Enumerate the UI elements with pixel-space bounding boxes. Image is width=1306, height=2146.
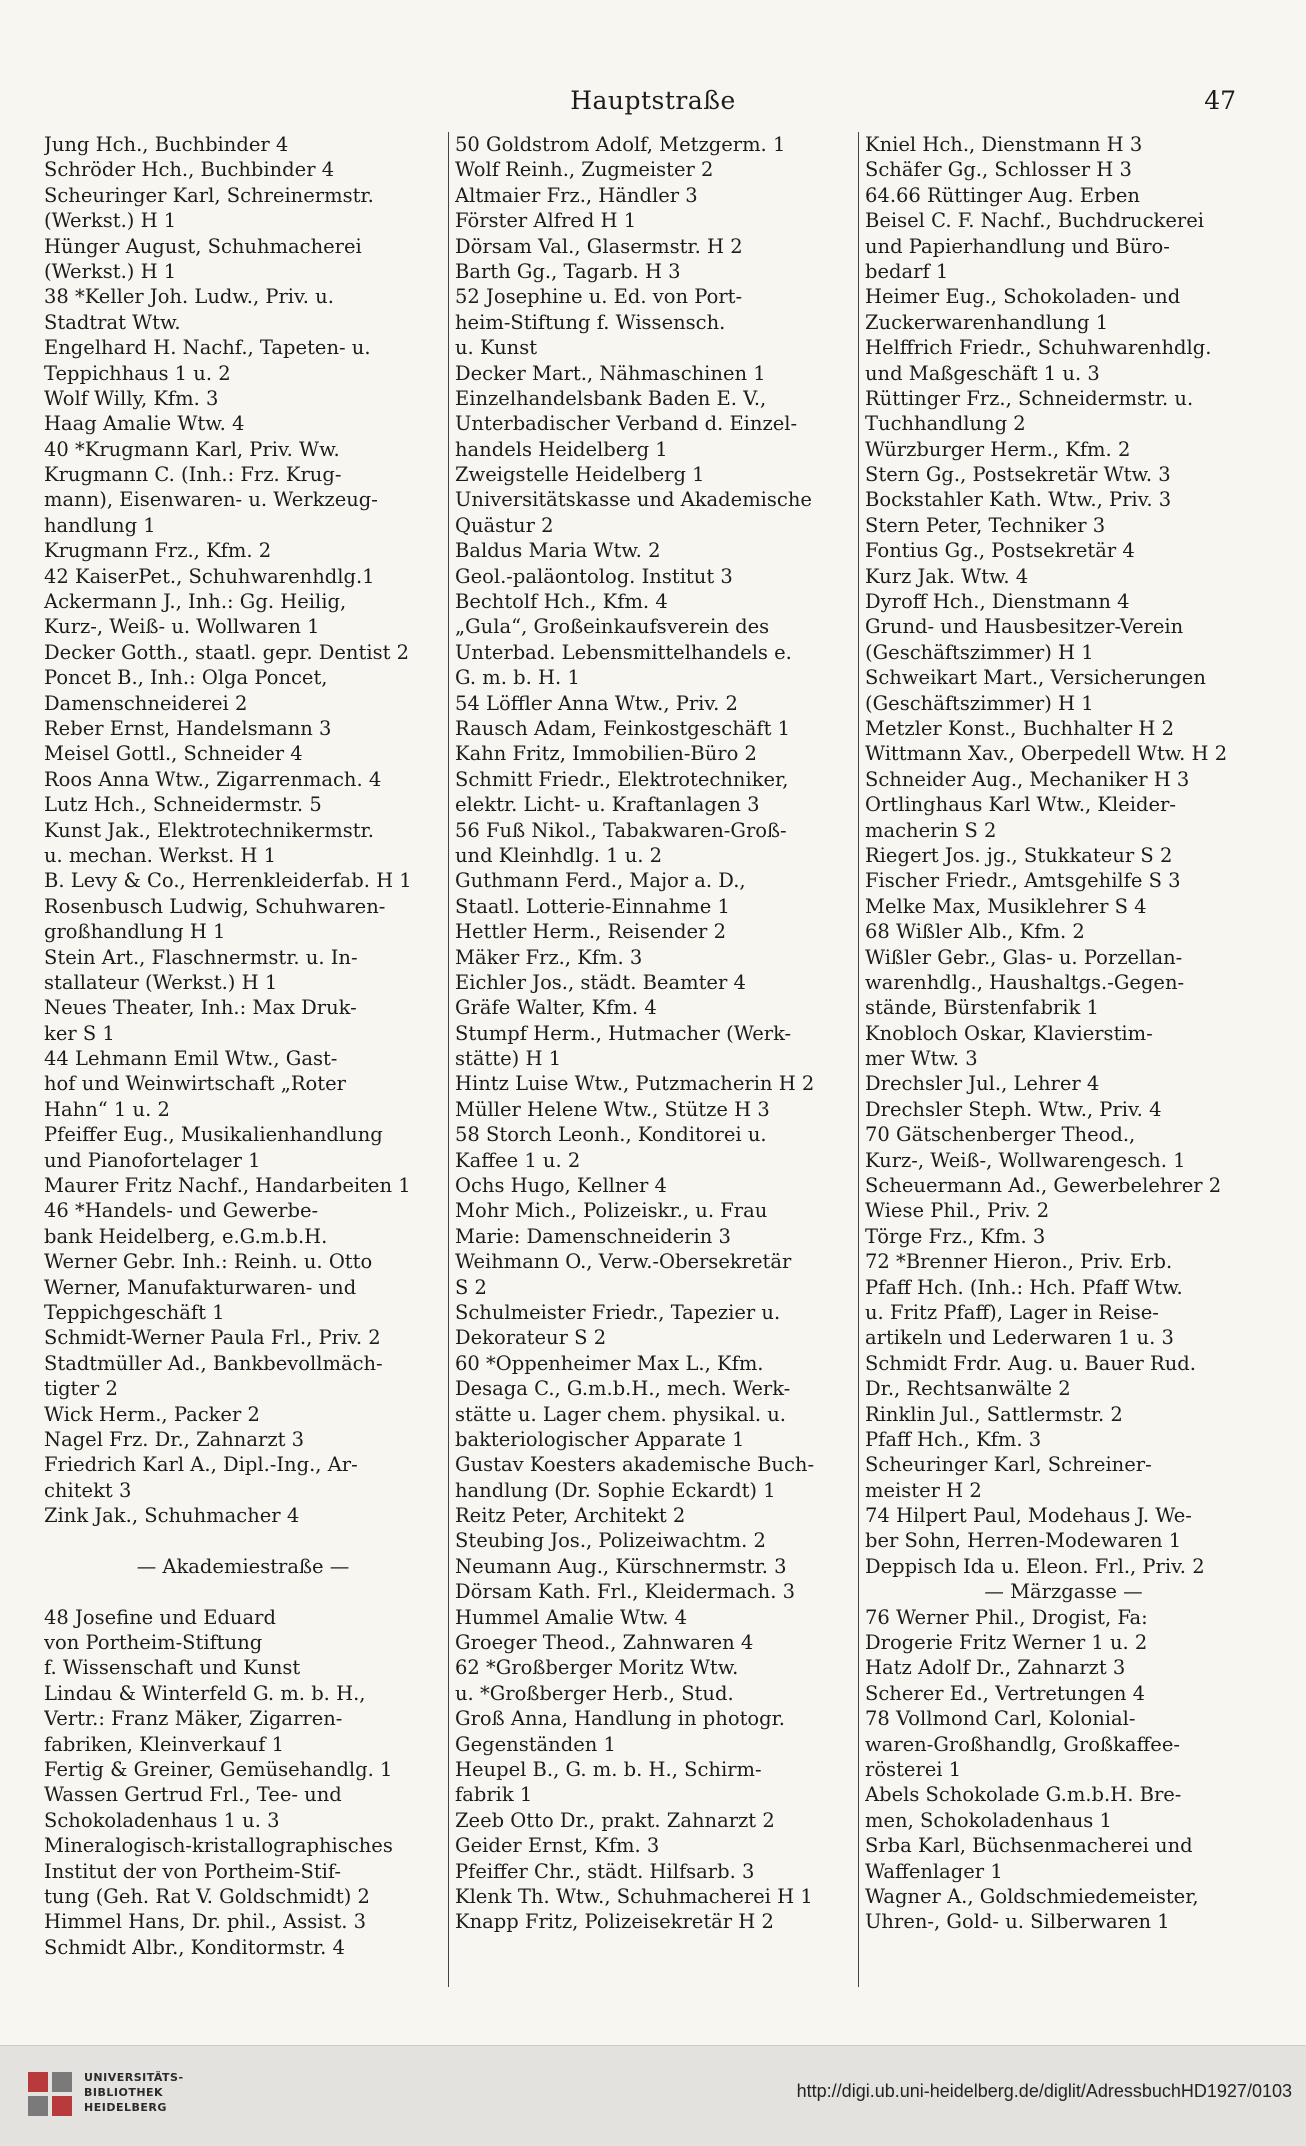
directory-entry-line: Schröder Hch., Buchbinder 4 — [44, 158, 335, 182]
directory-entry-line: Kurz-, Weiß-, Wollwarengesch. 1 — [865, 1148, 1186, 1172]
directory-entry-line: und Kleinhdlg. 1 u. 2 — [455, 843, 663, 867]
directory-entry-line: Hünger August, Schuhmacherei — [44, 234, 362, 258]
directory-entry-line: 40 *Krugmann Karl, Priv. Ww. — [44, 437, 340, 461]
directory-entry-line: Groß Anna, Handlung in photogr. — [455, 1707, 786, 1731]
directory-entry-line: rösterei 1 — [865, 1758, 962, 1781]
directory-entry-line: 54 Löffler Anna Wtw., Priv. 2 — [455, 691, 738, 715]
page-number: 47 — [1204, 86, 1236, 115]
directory-entry-line: Teppichgeschäft 1 — [44, 1300, 225, 1324]
directory-entry-line: Riegert Jos. jg., Stukkateur S 2 — [865, 843, 1173, 867]
directory-entry-line: Institut der von Portheim-Stif- — [44, 1859, 342, 1883]
directory-entry-line: handlung 1 — [44, 513, 156, 537]
directory-entry-line: elektr. Licht- u. Kraftanlagen 3 — [455, 793, 760, 817]
directory-entry-line: Heimer Eug., Schokoladen- und — [865, 285, 1181, 309]
directory-entry-line: Decker Mart., Nähmaschinen 1 — [455, 361, 766, 385]
directory-entry-line: Pfeiffer Chr., städt. Hilfsarb. 3 — [455, 1859, 755, 1883]
directory-entry-line: Melke Max, Musiklehrer S 4 — [865, 894, 1147, 918]
column-right — [858, 132, 1268, 1987]
directory-entry-line: Zuckerwarenhandlung 1 — [865, 310, 1109, 334]
directory-entry-line: Weihmann O., Verw.-Obersekretär — [455, 1250, 792, 1274]
directory-entry-line: S 2 — [455, 1275, 487, 1299]
directory-entry-line: ker S 1 — [44, 1021, 115, 1045]
directory-entry-line: Schokoladenhaus 1 u. 3 — [44, 1808, 280, 1832]
directory-entry-line: Würzburger Herm., Kfm. 2 — [865, 437, 1131, 461]
directory-entry-line: (Geschäftszimmer) H 1 — [865, 640, 1094, 664]
directory-entry-line: Fontius Gg., Postsekretär 4 — [865, 539, 1135, 563]
directory-entry-line: 52 Josephine u. Ed. von Port- — [455, 285, 743, 309]
directory-entry-line: Schneider Aug., Mechaniker H 3 — [865, 767, 1190, 791]
directory-entry-line: Metzler Konst., Buchhalter H 2 — [865, 716, 1174, 740]
directory-entry-line: Dyroff Hch., Dienstmann 4 — [865, 590, 1130, 614]
directory-entry-line: Wagner A., Goldschmiedemeister, — [865, 1884, 1199, 1908]
page-header — [40, 84, 1266, 124]
directory-entry-line: Kaffee 1 u. 2 — [455, 1148, 581, 1172]
directory-entry-line: Pfeiffer Eug., Musikalienhandlung — [44, 1123, 383, 1147]
directory-entry-line: „Gula“, Großeinkaufsverein des — [455, 615, 770, 639]
directory-entry-line: fabrik 1 — [455, 1783, 533, 1807]
directory-entry-line — [44, 1579, 442, 1604]
directory-entry-line: Steubing Jos., Polizeiwachtm. 2 — [455, 1529, 766, 1553]
directory-entry-line: Rüttinger Frz., Schneidermstr. u. — [865, 386, 1194, 410]
directory-entry-line: Roos Anna Wtw., Zigarrenmach. 4 — [44, 767, 382, 791]
directory-entry-line: 38 *Keller Joh. Ludw., Priv. u. — [44, 285, 334, 309]
directory-entry-line: men, Schokoladenhaus 1 — [865, 1808, 1112, 1832]
directory-entry-line: Rosenbusch Ludwig, Schuhwaren- — [44, 894, 386, 918]
directory-entry-line: Friedrich Karl A., Dipl.-Ing., Ar- — [44, 1453, 358, 1477]
directory-entry-line: Förster Alfred H 1 — [455, 209, 637, 233]
directory-entry-line: Heupel B., G. m. b. H., Schirm- — [455, 1758, 762, 1781]
directory-entry-line: Altmaier Frz., Händler 3 — [455, 183, 698, 207]
directory-entry-line: Törge Frz., Kfm. 3 — [865, 1224, 1046, 1248]
directory-entry-line: (Werkst.) H 1 — [44, 209, 177, 233]
directory-entry-line: Schmidt Albr., Konditormstr. 4 — [44, 1935, 345, 1959]
directory-entry-line: Stern Gg., Postsekretär Wtw. 3 — [865, 463, 1171, 487]
directory-entry-line: Wick Herm., Packer 2 — [44, 1402, 260, 1426]
directory-entry-line: artikeln und Lederwaren 1 u. 3 — [865, 1326, 1174, 1350]
directory-entry-line: Staatl. Lotterie-Einnahme 1 — [455, 894, 730, 918]
directory-entry-line: G. m. b. H. 1 — [455, 666, 580, 690]
directory-entry-line: Mineralogisch-kristallographisches — [44, 1834, 393, 1858]
directory-entry-line: Stumpf Herm., Hutmacher (Werk- — [455, 1021, 792, 1045]
cross-street-heading: — Märzgasse — — [984, 1580, 1143, 1604]
directory-entry-line: Meisel Gottl., Schneider 4 — [44, 742, 303, 766]
directory-entry-line: Hintz Luise Wtw., Putzmacherin H 2 — [455, 1072, 815, 1096]
page-title: Hauptstraße — [570, 86, 736, 115]
directory-entry-line: Werner Gebr. Inh.: Reinh. u. Otto — [44, 1250, 373, 1274]
directory-entry-line: Waffenlager 1 — [865, 1859, 1003, 1883]
directory-entry-line: Wittmann Xav., Oberpedell Wtw. H 2 — [865, 742, 1228, 766]
directory-entry-line: Stern Peter, Techniker 3 — [865, 513, 1106, 537]
directory-entry-line: großhandlung H 1 — [44, 920, 226, 944]
directory-entry-line: Wiese Phil., Priv. 2 — [865, 1199, 1050, 1223]
directory-entry-line: Kniel Hch., Dienstmann H 3 — [865, 133, 1143, 156]
directory-entry-line: Krugmann C. (Inh.: Frz. Krug- — [44, 463, 342, 487]
directory-entry-line: warenhdlg., Haushaltgs.-Gegen- — [865, 970, 1185, 994]
directory-entry-line: Kurz Jak. Wtw. 4 — [865, 564, 1029, 588]
directory-entry-line: Deppisch Ida u. Eleon. Frl., Priv. 2 — [865, 1554, 1205, 1578]
footer-bar — [0, 2045, 1306, 2146]
directory-entry-line: Stadtrat Wtw. — [44, 310, 181, 334]
directory-entry-line: Scheuringer Karl, Schreiner- — [865, 1453, 1152, 1477]
column-left — [38, 132, 448, 1987]
directory-entry-line: Guthmann Ferd., Major a. D., — [455, 869, 746, 893]
directory-entry-line: Drechsler Steph. Wtw., Priv. 4 — [865, 1097, 1162, 1121]
directory-entry-line: Wißler Gebr., Glas- u. Porzellan- — [865, 945, 1183, 969]
directory-entry-line: Jung Hch., Buchbinder 4 — [44, 133, 289, 156]
directory-entry-line: Schmidt-Werner Paula Frl., Priv. 2 — [44, 1326, 381, 1350]
directory-entry-line: Teppichhaus 1 u. 2 — [44, 361, 231, 385]
directory-entry-line: Rinklin Jul., Sattlermstr. 2 — [865, 1402, 1123, 1426]
directory-entry-line: 60 *Oppenheimer Max L., Kfm. — [455, 1351, 764, 1375]
directory-entry-line: Dr., Rechtsanwälte 2 — [865, 1377, 1071, 1401]
directory-entry-line: Gegenständen 1 — [455, 1732, 616, 1756]
directory-entry-line: hof und Weinwirtschaft „Roter — [44, 1072, 346, 1096]
directory-entry-line: stätte) H 1 — [455, 1047, 562, 1071]
directory-entry-line: 50 Goldstrom Adolf, Metzgerm. 1 — [455, 133, 786, 156]
directory-entry-line: 64.66 Rüttinger Aug. Erben — [865, 183, 1140, 207]
directory-entry-line: Fertig & Greiner, Gemüsehandlg. 1 — [44, 1758, 393, 1781]
directory-entry-line: fabriken, Kleinverkauf 1 — [44, 1732, 285, 1756]
directory-entry-line: Schweikart Mart., Versicherungen — [865, 666, 1206, 690]
directory-entry-line: tigter 2 — [44, 1377, 118, 1401]
directory-entry-line: 48 Josefine und Eduard — [44, 1605, 276, 1629]
directory-entry-line: 56 Fuß Nikol., Tabakwaren-Groß- — [455, 818, 787, 842]
directory-entry-line: Unterbad. Lebensmittelhandels e. — [455, 640, 792, 664]
directory-entry-line: Klenk Th. Wtw., Schuhmacherei H 1 — [455, 1884, 813, 1908]
directory-entry-line: 44 Lehmann Emil Wtw., Gast- — [44, 1047, 338, 1071]
directory-entry-line: Beisel C. F. Nachf., Buchdruckerei — [865, 209, 1204, 233]
directory-entry-line: Hettler Herm., Reisender 2 — [455, 920, 726, 944]
directory-entry-line: stallateur (Werkst.) H 1 — [44, 970, 278, 994]
directory-entry-line: von Portheim-Stiftung — [44, 1631, 263, 1655]
directory-entry-line: Haag Amalie Wtw. 4 — [44, 412, 245, 436]
column-middle — [448, 132, 858, 1987]
directory-entry-line: Wolf Reinh., Zugmeister 2 — [455, 158, 714, 182]
directory-entry-line: Scherer Ed., Vertretungen 4 — [865, 1681, 1146, 1705]
directory-entry-line: Schäfer Gg., Schlosser H 3 — [865, 158, 1132, 182]
directory-entry-line: und Maßgeschäft 1 u. 3 — [865, 361, 1100, 385]
directory-entry-line: Nagel Frz. Dr., Zahnarzt 3 — [44, 1427, 305, 1451]
directory-entry-line: 72 *Brenner Hieron., Priv. Erb. — [865, 1250, 1173, 1274]
directory-entry-line: Uhren-, Gold- u. Silberwaren 1 — [865, 1910, 1170, 1934]
directory-entry-line: macherin S 2 — [865, 818, 997, 842]
directory-entry-line: Poncet B., Inh.: Olga Poncet, — [44, 666, 328, 690]
directory-entry-line: Neues Theater, Inh.: Max Druk- — [44, 996, 357, 1020]
directory-entry-line: Engelhard H. Nachf., Tapeten- u. — [44, 336, 371, 360]
directory-entry-line: Pfaff Hch. (Inh.: Hch. Pfaff Wtw. — [865, 1275, 1183, 1299]
directory-entry-line: 46 *Handels- und Gewerbe- — [44, 1199, 319, 1223]
directory-entry-line: Wolf Willy, Kfm. 3 — [44, 386, 219, 410]
directory-entry-line: handlung (Dr. Sophie Eckardt) 1 — [455, 1478, 776, 1502]
directory-entry-line: Gustav Koesters akademische Buch- — [455, 1453, 815, 1477]
directory-entry-line: Reitz Peter, Architekt 2 — [455, 1504, 686, 1528]
directory-entry-line: Fischer Friedr., Amtsgehilfe S 3 — [865, 869, 1181, 893]
directory-entry-line: Baldus Maria Wtw. 2 — [455, 539, 661, 563]
directory-entry-line: Krugmann Frz., Kfm. 2 — [44, 539, 272, 563]
directory-entry-line: Kurz-, Weiß- u. Wollwaren 1 — [44, 615, 320, 639]
directory-entry-line: 78 Vollmond Carl, Kolonial- — [865, 1707, 1136, 1731]
directory-entry-line: u. mechan. Werkst. H 1 — [44, 843, 277, 867]
directory-entry-line: bakteriologischer Apparate 1 — [455, 1427, 745, 1451]
directory-entry-line: Tuchhandlung 2 — [865, 412, 1026, 436]
directory-entry-line: Marie: Damenschneiderin 3 — [455, 1224, 731, 1248]
directory-entry-line: Lindau & Winterfeld G. m. b. H., — [44, 1681, 366, 1705]
directory-entry-line: Universitätskasse und Akademische — [455, 488, 812, 512]
directory-entry-line: (Werkst.) H 1 — [44, 259, 177, 283]
directory-entry-line: Rausch Adam, Feinkostgeschäft 1 — [455, 716, 791, 740]
directory-entry-line: Drogerie Fritz Werner 1 u. 2 — [865, 1631, 1148, 1655]
directory-entry-line: Scheuermann Ad., Gewerbelehrer 2 — [865, 1174, 1222, 1198]
directory-entry-line: handels Heidelberg 1 — [455, 437, 668, 461]
directory-entry-line: Barth Gg., Tagarb. H 3 — [455, 259, 681, 283]
directory-entry-line: Eichler Jos., städt. Beamter 4 — [455, 970, 746, 994]
directory-entry-line: und Pianofortelager 1 — [44, 1148, 261, 1172]
directory-entry-line: Gräfe Walter, Kfm. 4 — [455, 996, 657, 1020]
directory-entry-line: Abels Schokolade G.m.b.H. Bre- — [865, 1783, 1182, 1807]
directory-entry-line: mer Wtw. 3 — [865, 1047, 978, 1071]
directory-entry-line: waren-Großhandlg, Großkaffee- — [865, 1732, 1180, 1756]
directory-entry-line: Dörsam Kath. Frl., Kleidermach. 3 — [455, 1580, 796, 1604]
directory-entry-line: Desaga C., G.m.b.H., mech. Werk- — [455, 1377, 791, 1401]
directory-entry-line: Srba Karl, Büchsenmacherei und — [865, 1834, 1193, 1858]
directory-entry-line: Stein Art., Flaschnermstr. u. In- — [44, 945, 358, 969]
directory-entry-line: Unterbadischer Verband d. Einzel- — [455, 412, 798, 436]
directory-entry-line: Zink Jak., Schuhmacher 4 — [44, 1504, 300, 1528]
directory-entry-line: Schulmeister Friedr., Tapezier u. — [455, 1300, 781, 1324]
directory-entry-line: ber Sohn, Herren-Modewaren 1 — [865, 1529, 1182, 1553]
directory-entry-line: Mohr Mich., Polizeiskr., u. Frau — [455, 1199, 768, 1223]
directory-entry-line: Knapp Fritz, Polizeisekretär H 2 — [455, 1910, 774, 1934]
directory-entry-line: Bockstahler Kath. Wtw., Priv. 3 — [865, 488, 1172, 512]
directory-entry-line: 42 KaiserPet., Schuhwarenhdlg.1 — [44, 564, 375, 588]
directory-entry-line: B. Levy & Co., Herrenkleiderfab. H 1 — [44, 869, 412, 893]
directory-entry-line: bedarf 1 — [865, 259, 949, 283]
source-url-link[interactable]: http://digi.ub.uni-heidelberg.de/diglit/AdressbuchHD1927/0103 — [796, 2081, 1292, 2101]
directory-entry-line: Pfaff Hch., Kfm. 3 — [865, 1427, 1042, 1451]
university-library-logo-icon — [26, 2066, 76, 2124]
directory-entry-line: Decker Gotth., staatl. gepr. Dentist 2 — [44, 640, 410, 664]
directory-entry-line: Ortlinghaus Karl Wtw., Kleider- — [865, 793, 1176, 817]
directory-entry-line: Neumann Aug., Kürschnermstr. 3 — [455, 1554, 787, 1578]
directory-entry-line: Drechsler Jul., Lehrer 4 — [865, 1072, 1100, 1096]
directory-entry-line: Werner, Manufakturwaren- und — [44, 1275, 357, 1299]
directory-entry-line: Vertr.: Franz Mäker, Zigarren- — [44, 1707, 343, 1731]
directory-entry-line: Schmidt Frdr. Aug. u. Bauer Rud. — [865, 1351, 1196, 1375]
directory-entry-line: mann), Eisenwaren- u. Werkzeug- — [44, 488, 378, 512]
directory-entry-line: Schmitt Friedr., Elektrotechniker, — [455, 767, 789, 791]
directory-columns — [38, 132, 1270, 1987]
directory-entry-line: 76 Werner Phil., Drogist, Fa: — [865, 1605, 1148, 1629]
directory-entry-line: u. Fritz Pfaff), Lager in Reise- — [865, 1300, 1159, 1324]
directory-entry-line: Geider Ernst, Kfm. 3 — [455, 1834, 660, 1858]
directory-entry-line: u. Kunst — [455, 336, 538, 360]
directory-entry-line: 70 Gätschenberger Theod., — [865, 1123, 1136, 1147]
directory-entry-line: Kunst Jak., Elektrotechnikermstr. — [44, 818, 374, 842]
directory-entry-line: Ackermann J., Inh.: Gg. Heilig, — [44, 590, 347, 614]
directory-entry-line: Zeeb Otto Dr., prakt. Zahnarzt 2 — [455, 1808, 775, 1832]
directory-entry-line: und Papierhandlung und Büro- — [865, 234, 1170, 258]
directory-entry-line: Mäker Frz., Kfm. 3 — [455, 945, 643, 969]
directory-entry-line: Hummel Amalie Wtw. 4 — [455, 1605, 687, 1629]
directory-entry-line: f. Wissenschaft und Kunst — [44, 1656, 301, 1680]
directory-entry-line: Reber Ernst, Handelsmann 3 — [44, 716, 332, 740]
directory-entry-line: 58 Storch Leonh., Konditorei u. — [455, 1123, 767, 1147]
directory-entry-line: Quästur 2 — [455, 513, 554, 537]
directory-entry-line: Grund- und Hausbesitzer-Verein — [865, 615, 1184, 639]
directory-entry-line: Scheuringer Karl, Schreinermstr. — [44, 183, 374, 207]
directory-entry-line: bank Heidelberg, e.G.m.b.H. — [44, 1224, 328, 1248]
directory-entry-line: Knobloch Oskar, Klavierstim- — [865, 1021, 1153, 1045]
directory-entry-line — [44, 1528, 442, 1553]
directory-entry-line: Hahn“ 1 u. 2 — [44, 1097, 170, 1121]
library-name: UNIVERSITÄTS- BIBLIOTHEK HEIDELBERG — [84, 2071, 184, 2114]
directory-entry-line: Stadtmüller Ad., Bankbevollmäch- — [44, 1351, 383, 1375]
directory-entry-line: 74 Hilpert Paul, Modehaus J. We- — [865, 1504, 1192, 1528]
directory-entry-line: Bechtolf Hch., Kfm. 4 — [455, 590, 668, 614]
directory-entry-line: Geol.-paläontolog. Institut 3 — [455, 564, 733, 588]
directory-entry-line: Kahn Fritz, Immobilien-Büro 2 — [455, 742, 757, 766]
directory-entry-line: Ochs Hugo, Kellner 4 — [455, 1174, 667, 1198]
directory-entry-line: meister H 2 — [865, 1478, 982, 1502]
directory-entry-line: tung (Geh. Rat V. Goldschmidt) 2 — [44, 1884, 370, 1908]
directory-entry-line: 68 Wißler Alb., Kfm. 2 — [865, 920, 1085, 944]
directory-entry-line: Groeger Theod., Zahnwaren 4 — [455, 1631, 754, 1655]
cross-street-heading: — Akademiestraße — — [136, 1554, 350, 1578]
directory-entry-line: Wassen Gertrud Frl., Tee- und — [44, 1783, 342, 1807]
directory-entry-line: Hatz Adolf Dr., Zahnarzt 3 — [865, 1656, 1126, 1680]
directory-entry-line: (Geschäftszimmer) H 1 — [865, 691, 1094, 715]
directory-entry-line: Zweigstelle Heidelberg 1 — [455, 463, 705, 487]
directory-entry-line: Dekorateur S 2 — [455, 1326, 607, 1350]
directory-entry-line: Himmel Hans, Dr. phil., Assist. 3 — [44, 1910, 367, 1934]
directory-entry-line: Lutz Hch., Schneidermstr. 5 — [44, 793, 322, 817]
directory-entry-line: Damenschneiderei 2 — [44, 691, 248, 715]
directory-entry-line: Helffrich Friedr., Schuhwarenhdlg. — [865, 336, 1212, 360]
directory-entry-line: Dörsam Val., Glasermstr. H 2 — [455, 234, 743, 258]
directory-entry-line: Müller Helene Wtw., Stütze H 3 — [455, 1097, 770, 1121]
directory-entry-line: Maurer Fritz Nachf., Handarbeiten 1 — [44, 1174, 411, 1198]
directory-entry-line: stätte u. Lager chem. physikal. u. — [455, 1402, 786, 1426]
directory-entry-line: chitekt 3 — [44, 1478, 132, 1502]
directory-entry-line: heim-Stiftung f. Wissensch. — [455, 310, 726, 334]
directory-entry-line: stände, Bürstenfabrik 1 — [865, 996, 1099, 1020]
directory-entry-line: 62 *Großberger Moritz Wtw. — [455, 1656, 739, 1680]
directory-entry-line: u. *Großberger Herb., Stud. — [455, 1681, 734, 1705]
directory-entry-line: Einzelhandelsbank Baden E. V., — [455, 386, 767, 410]
